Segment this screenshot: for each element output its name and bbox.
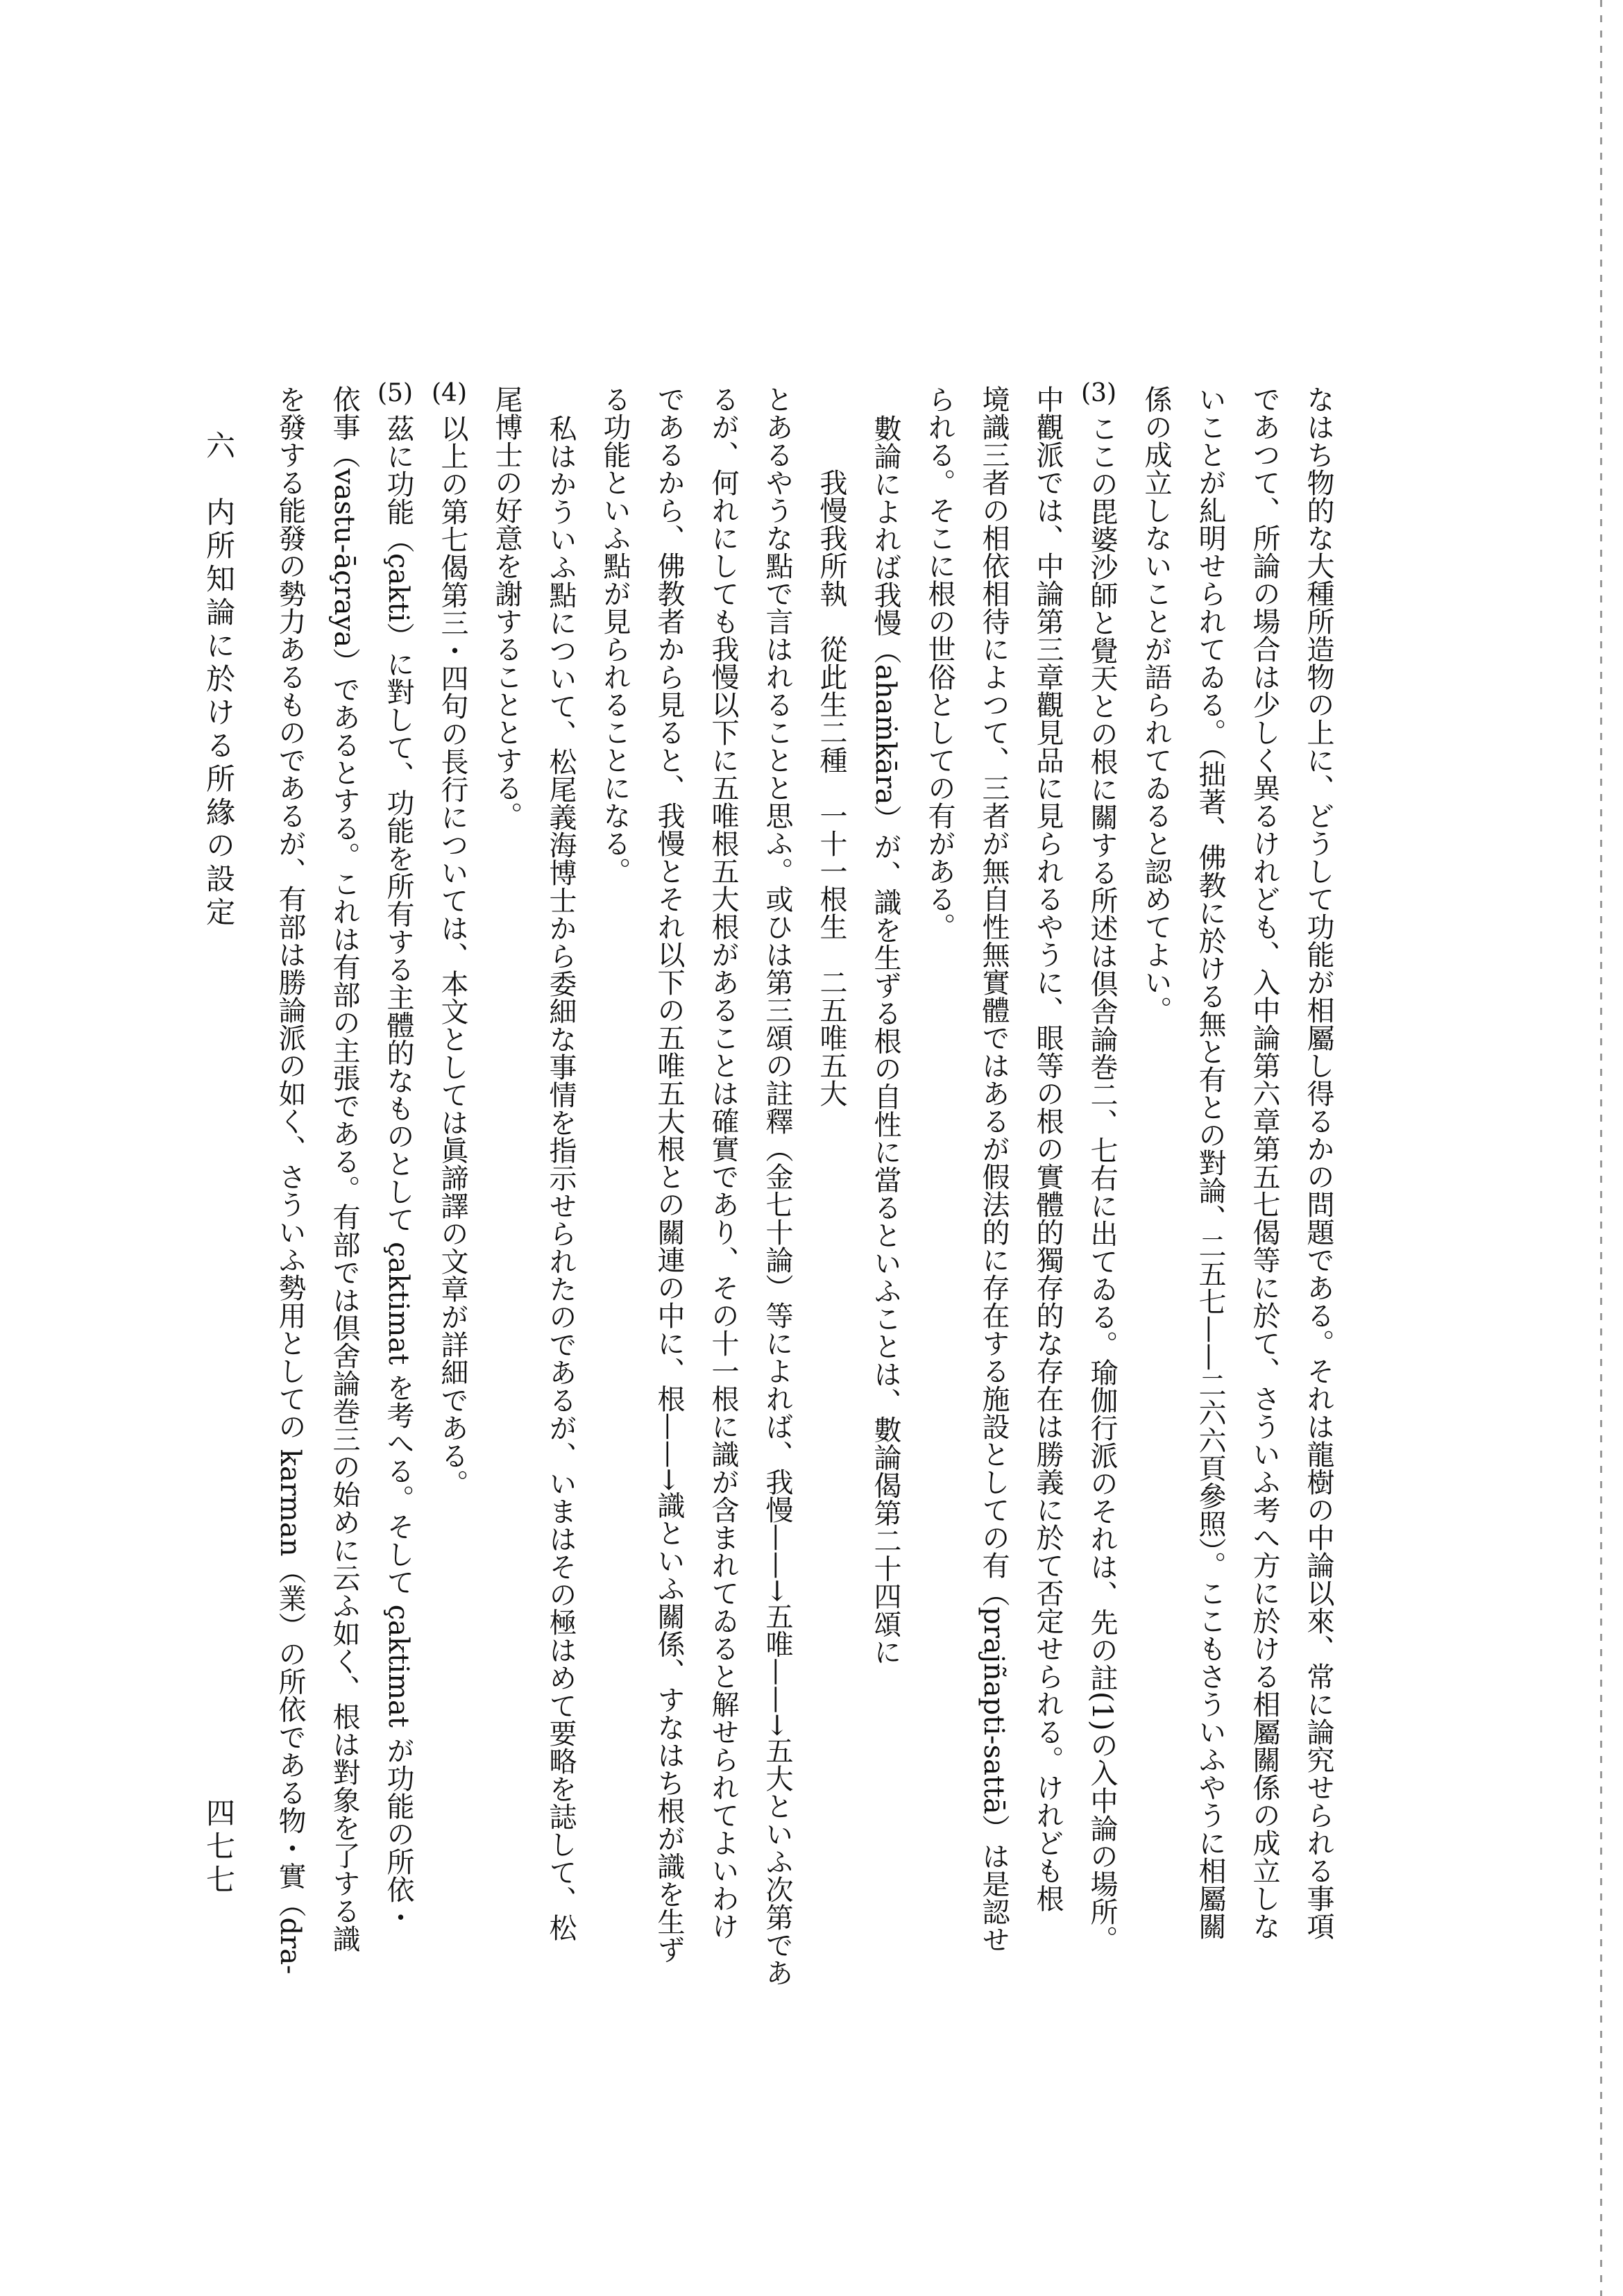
text-column: 以上の第七偈第三・四句の長行については、本文としては眞諦譯の文章が詳細である。	[436, 414, 468, 1497]
text-column: るが、何れにしても我慢以下に五唯根五大根があることは確實であり、その十一根に識が含まれてゐると解せられてよいわけ	[707, 385, 739, 1940]
note-4	[425, 379, 479, 2013]
text-column: 係の成立しないことが語られてゐると認めてよい。	[1140, 385, 1172, 1024]
page-edge	[1600, 0, 1602, 2296]
verse-quote: 我慢我所執 從此生二種 一十一根生 二五唯五大	[815, 469, 847, 1107]
text-column: なはち物的な大種所造物の上に、どうして功能が相屬し得るかの問題である。それは龍樹の中論以來、常に論究せられる事項	[1302, 385, 1334, 1940]
text-column: を發する能發の勢力あるものであるが、有部は勝論派の如く、さういふ勢用としての karman（業）の所依である物・實（dra-	[274, 385, 306, 1975]
text-column: であつて、所論の場合は少しく異るけれども、入中論第六章第五七偈等に於て、さういふ考へ方に於ける相屬關係の成立しな	[1248, 385, 1280, 1940]
note-5	[371, 379, 425, 2013]
text-column: ここの毘婆沙師と覺天との根に關する所述は倶舎論巻二、七右に出てゐる。瑜伽行派のそれは、先の註(1)の入中論の場所。	[1086, 414, 1118, 1953]
note-marker: (5)	[377, 379, 413, 407]
text-column: 茲に功能（çakti）に對して、功能を所有する主體的なものとして çaktimat を考へる。そして çaktimat が功能の所依・	[382, 414, 414, 1931]
note-marker: (3)	[1081, 379, 1116, 407]
text-column: 私はかういふ點について、松尾義海博士から委細な事情を指示せられたのであるが、いまはその極はめて要略を誌して、松	[545, 414, 577, 1941]
text-column: られる。そこに根の世俗としての有がある。	[924, 385, 955, 940]
text-column: 尾博士の好意を謝することとする。	[491, 385, 522, 829]
text-column: 境識三者の相依相待によつて、三者が無自性無實體ではあるが假法的に存在する施設としての有（prajñapti-sattā）は是認せ	[978, 385, 1010, 1953]
text-column: 中觀派では、中論第三章觀見品に見られるやうに、眼等の根の實體的獨存的な存在は勝義に於て否定せられる。けれども根	[1032, 385, 1064, 1912]
note-3	[1075, 379, 1129, 2013]
text-column: とあるやうな點で言はれることと思ふ。或ひは第三頌の註釋（金七十論）等によれば、我慢——→五唯——→五大といふ次第であ	[761, 385, 793, 1987]
page-number: 四七七	[202, 1798, 236, 1898]
text-column: る功能といふ點が見られることになる。	[599, 385, 631, 885]
running-title: 六 内所知論に於ける所緣の設定	[202, 430, 236, 930]
body-text	[263, 379, 1345, 2013]
note-marker: (4)	[432, 379, 467, 407]
text-column: であるから、佛教者から見ると、我慢とそれ以下の五唯五大根との關連の中に、根——→識といふ關係、すなはち根が識を生ず	[653, 385, 685, 1964]
text-column: 數論によれば我慢（ahaṁkāra）が、識を生ずる根の自性に當るといふことは、數論偈第二十四頌に	[869, 414, 901, 1666]
text-column: いことが糺明せられてゐる。（拙著、佛教に於ける無と有との對論、二五七——二六六頁參照）。ここもさういふやうに相屬關	[1194, 385, 1226, 1940]
text-column: 依事（vastu-āçraya）であるとする。これは有部の主張である。有部では倶舍論巻三の始めに云ふ如く、根は對象を了する識	[328, 385, 360, 1952]
